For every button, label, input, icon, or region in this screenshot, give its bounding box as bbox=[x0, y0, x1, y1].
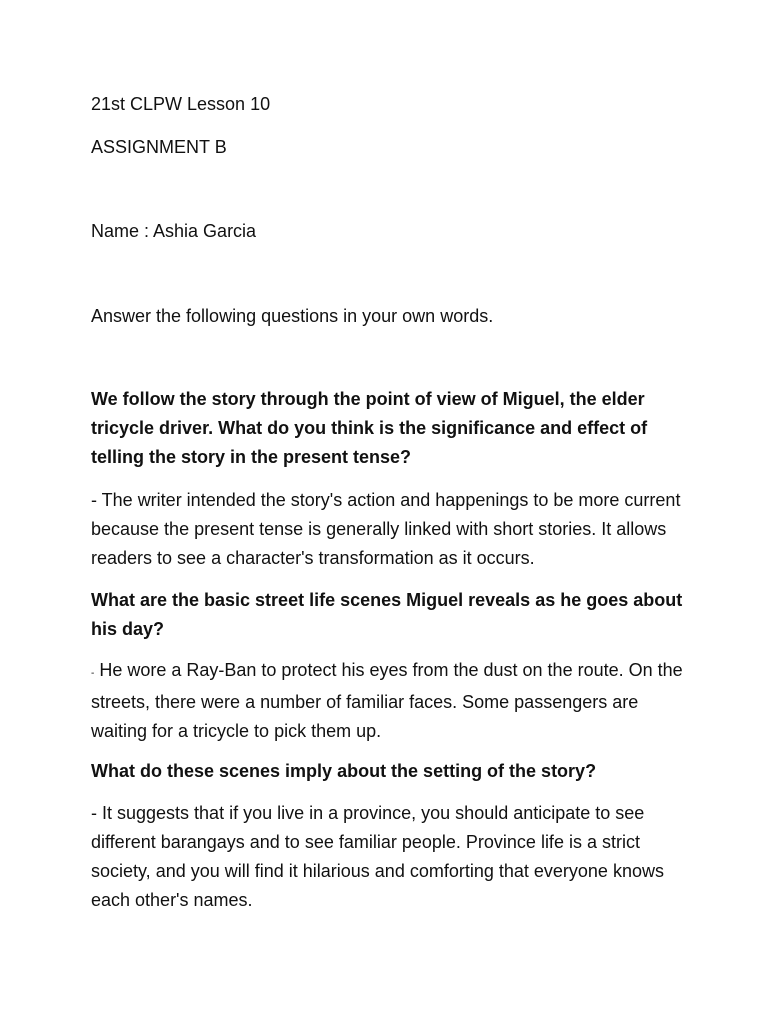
answer-1: - The writer intended the story's action and happenings to be more current because the present tense is generally linked with short stories. It allows readers to see a character's transformation as it occurs. bbox=[91, 490, 681, 568]
answer-2-dash: - bbox=[91, 668, 95, 679]
question-3: What do these scenes imply about the setting of the story? bbox=[91, 761, 597, 781]
assignment-label: ASSIGNMENT B bbox=[91, 137, 227, 157]
question-1: We follow the story through the point of view of Miguel, the elder tricycle driver. What do you think is the significance and effect of telling the story in the present tense? bbox=[91, 389, 648, 467]
answer-2-text: He wore a Ray-Ban to protect his eyes from the dust on the route. On the streets, there were a number of familiar faces. Some passengers are waiting for a tricycle to pick them up. bbox=[91, 660, 683, 741]
lesson-title: 21st CLPW Lesson 10 bbox=[91, 94, 271, 114]
student-name: Name : Ashia Garcia bbox=[91, 221, 257, 241]
question-2: What are the basic street life scenes Miguel reveals as he goes about his day? bbox=[91, 590, 683, 639]
answer-3: - It suggests that if you live in a province, you should anticipate to see different barangays and to see familiar people. Province life is a strict society, and you will find it hilarious and comforting that everyone knows each other's names. bbox=[91, 803, 664, 910]
answer-2 bbox=[91, 656, 691, 746]
instruction-text: Answer the following questions in your own words. bbox=[91, 306, 494, 326]
